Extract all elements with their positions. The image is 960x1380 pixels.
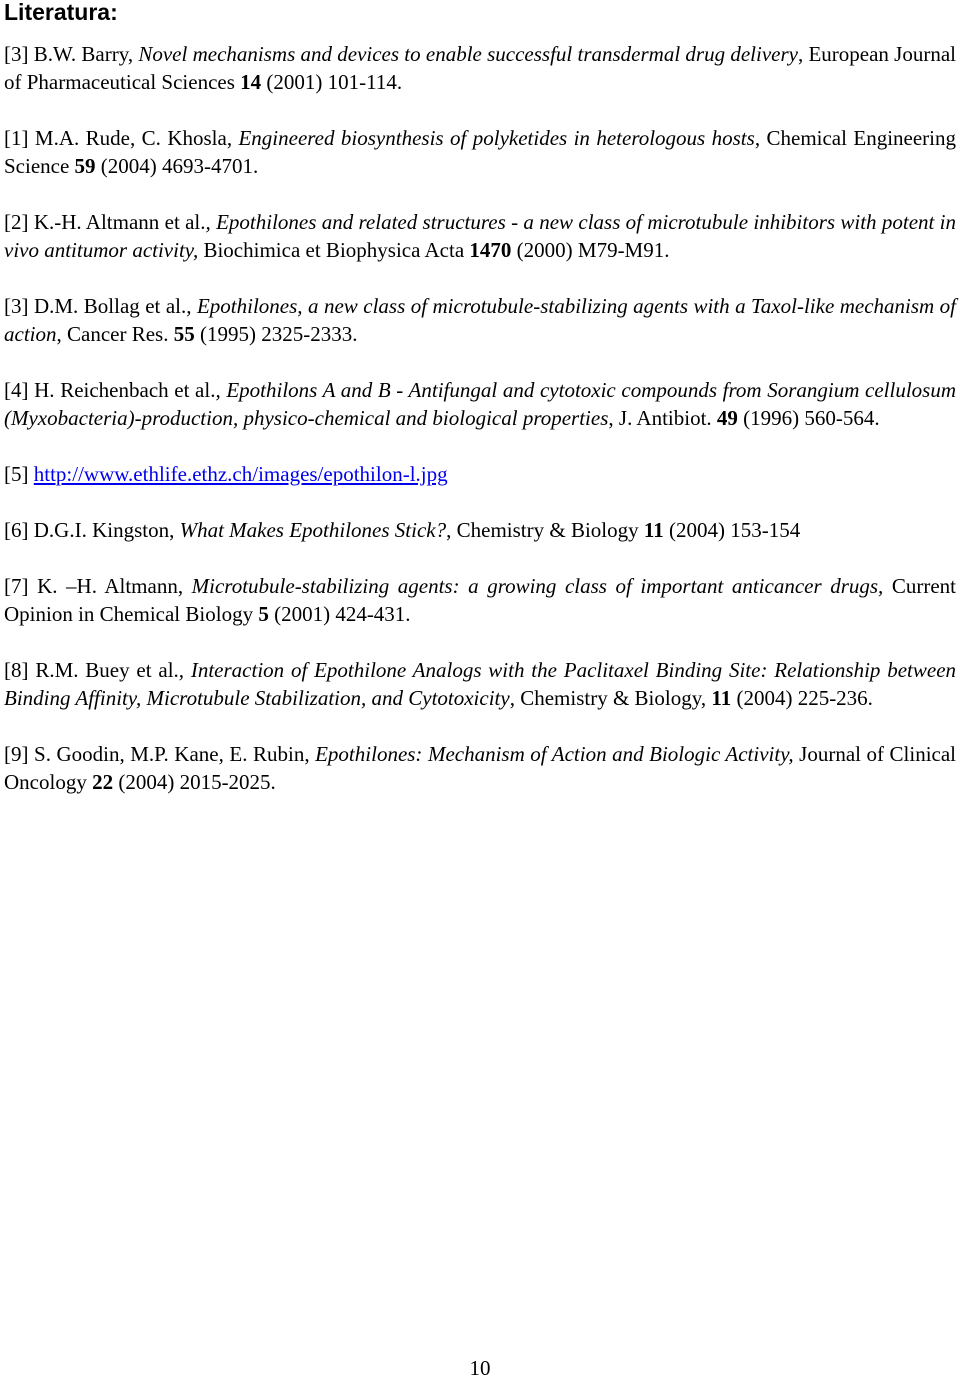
reference-volume: 11: [711, 686, 732, 710]
reference-title: Microtubule-stabilizing agents: a growing class of important anticancer drugs,: [191, 574, 884, 598]
reference-year-pages: (2004) 2015-2025.: [113, 770, 276, 794]
reference-item: [4, 460, 956, 488]
reference-year-pages: (2004) 225-236.: [731, 686, 873, 710]
reference-journal: Biochimica et Biophysica Acta: [198, 238, 470, 262]
reference-title: , Interaction of Epothilone Analogs with the Paclitaxel Binding Site: Relationship between Binding Affinity, Microtubule Stabilization, and Cytotoxicity: [4, 658, 957, 710]
reference-volume: 22: [92, 770, 114, 794]
reference-year-pages: (1995) 2325-2333.: [194, 322, 358, 346]
reference-authors: H. Reichenbach et al.: [34, 378, 216, 402]
reference-journal: Journal of Clinical Oncology: [4, 742, 957, 794]
reference-volume: 55: [173, 322, 195, 346]
reference-year-pages: (2000) M79-M91.: [511, 238, 670, 262]
reference-item: [4, 740, 956, 796]
reference-label: [9]: [4, 742, 29, 766]
reference-authors: S. Goodin, M.P. Kane, E. Rubin,: [34, 742, 316, 766]
reference-volume: 59: [74, 154, 96, 178]
reference-label: [3]: [4, 42, 29, 66]
reference-volume: 14: [240, 70, 262, 94]
reference-journal: Current Opinion in Chemical Biology: [4, 574, 957, 626]
reference-journal: , Cancer Res.: [56, 322, 174, 346]
reference-journal: , Chemistry & Biology,: [509, 686, 712, 710]
reference-authors: K. –H. Altmann,: [37, 574, 192, 598]
reference-title: What Makes Epothilones Stick?: [179, 518, 447, 542]
reference-volume: 1470: [469, 238, 512, 262]
reference-label: [6]: [4, 518, 29, 542]
reference-label: [7]: [4, 574, 29, 598]
reference-authors: B.W. Barry,: [33, 42, 139, 66]
reference-authors: K.-H. Altmann et al.: [33, 210, 206, 234]
reference-label: [4]: [4, 378, 29, 402]
reference-year-pages: (2004) 153-154: [663, 518, 801, 542]
reference-authors: D.G.I. Kingston,: [33, 518, 180, 542]
reference-authors: R.M. Buey et al.: [35, 658, 179, 682]
reference-item: [4, 376, 956, 432]
reference-journal: , J. Antibiot.: [608, 406, 717, 430]
reference-authors: M.A. Rude, C. Khosla,: [34, 126, 239, 150]
reference-label: [8]: [4, 658, 29, 682]
reference-title: , Epothilons A and B - Antifungal and cytotoxic compounds from Sorangium cellulosum (Myxobacteria)-production, physico-chemical and biological properties: [4, 378, 956, 430]
reference-item: [4, 208, 956, 264]
reference-label: [1]: [4, 126, 29, 150]
reference-volume: 5: [258, 602, 269, 626]
reference-link[interactable]: http://www.ethlife.ethz.ch/images/epothilon-l.jpg: [33, 462, 448, 486]
reference-item: [4, 572, 956, 628]
reference-item: [4, 292, 956, 348]
reference-journal: , European Journal of Pharmaceutical Sciences: [4, 42, 957, 94]
reference-label: [2]: [4, 210, 29, 234]
reference-year-pages: (2001) 424-431.: [268, 602, 411, 626]
reference-journal: , Chemistry & Biology: [446, 518, 644, 542]
section-heading: Literatura:: [4, 0, 118, 25]
reference-list: [4, 40, 956, 824]
reference-volume: 49: [716, 406, 738, 430]
reference-year-pages: (1996) 560-564.: [737, 406, 880, 430]
reference-item: [4, 656, 956, 712]
reference-authors: D.M. Bollag et al.: [33, 294, 187, 318]
reference-title: Novel mechanisms and devices to enable successful transdermal drug delivery: [138, 42, 798, 66]
reference-title: , Epothilones, a new class of microtubule-stabilizing agents with a Taxol-like mechanism of action: [4, 294, 956, 346]
page-number: 10: [469, 1356, 491, 1380]
reference-journal: , Chemical Engineering Science: [4, 126, 957, 178]
reference-title: , Epothilones and related structures - a new class of microtubule inhibitors with potent in vivo antitumor activity,: [4, 210, 957, 262]
reference-item: [4, 124, 956, 180]
reference-year-pages: (2004) 4693-4701.: [95, 154, 259, 178]
reference-title: Epothilones: Mechanism of Action and Biologic Activity,: [315, 742, 794, 766]
reference-item: [4, 516, 956, 544]
reference-label: [5]: [4, 462, 29, 486]
reference-item: [4, 40, 956, 96]
reference-year-pages: (2001) 101-114.: [261, 70, 403, 94]
reference-label: [3]: [4, 294, 29, 318]
reference-title: Engineered biosynthesis of polyketides in heterologous hosts: [238, 126, 755, 150]
reference-volume: 11: [643, 518, 664, 542]
